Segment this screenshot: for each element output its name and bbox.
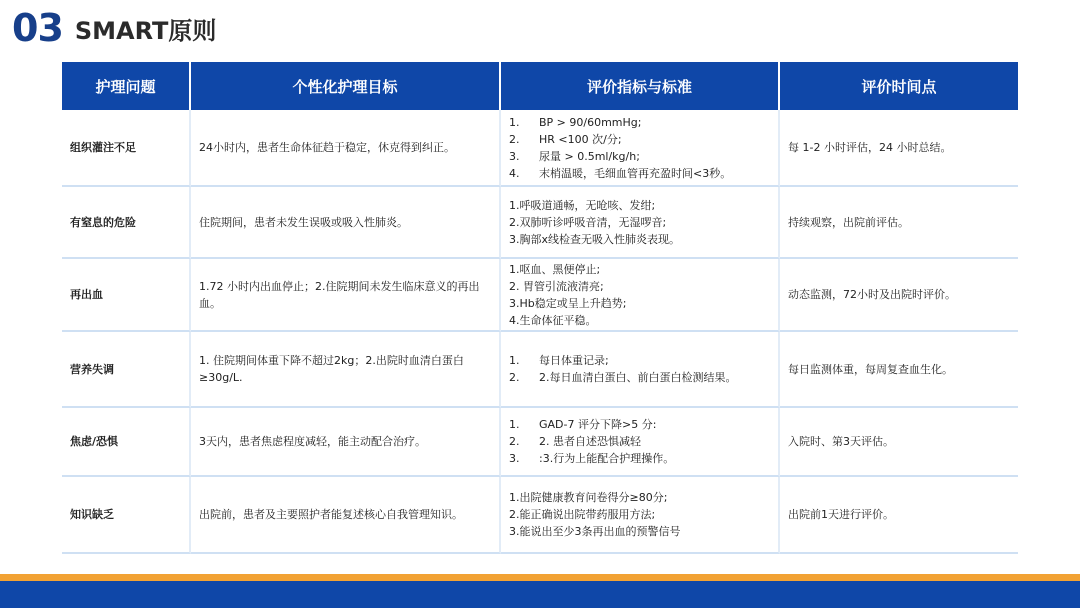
criteria-item-text: 1.呼吸道通畅，无呛咳、发绀; — [509, 198, 656, 212]
criteria-item — [509, 352, 768, 369]
slide-header — [12, 6, 216, 50]
time-cell: 入院时、第3天评估。 — [780, 408, 1018, 477]
criteria-item-number: 3. — [509, 452, 520, 465]
criteria-item — [509, 131, 768, 148]
problem-cell: 营养失调 — [62, 332, 191, 408]
criteria-item-text: 4.生命体征平稳。 — [509, 313, 597, 327]
criteria-item-number: 2. — [509, 371, 520, 384]
criteria-item-number: 2. — [509, 132, 520, 146]
criteria-cell — [501, 408, 780, 477]
criteria-item-number: 1. — [509, 354, 520, 367]
criteria-item-text: 尿量 > 0.5ml/kg/h; — [539, 149, 640, 163]
criteria-item-number: 1. — [509, 115, 520, 129]
criteria-item-number: 3. — [509, 149, 520, 163]
goal-cell: 出院前，患者及主要照护者能复述核心自我管理知识。 — [191, 477, 501, 554]
time-cell: 每 1-2 小时评估，24 小时总结。 — [780, 110, 1018, 187]
criteria-item-text: 3.胸部x线检查无吸入性肺炎表现。 — [509, 232, 681, 246]
criteria-cell — [501, 187, 780, 259]
criteria-item — [509, 114, 768, 131]
table-row — [62, 408, 1018, 477]
criteria-item-text: GAD-7 评分下降>5 分: — [539, 418, 657, 431]
goal-cell: 住院期间，患者未发生误吸或吸入性肺炎。 — [191, 187, 501, 259]
time-cell: 出院前1天进行评价。 — [780, 477, 1018, 554]
criteria-item — [509, 433, 768, 450]
table-row — [62, 110, 1018, 187]
table-body — [62, 110, 1018, 554]
column-header-time: 评价时间点 — [780, 62, 1018, 110]
criteria-item-text: 1.呕血、黑便停止; — [509, 262, 601, 276]
criteria-cell — [501, 259, 780, 332]
criteria-item-text: BP > 90/60mmHg; — [539, 115, 642, 129]
criteria-item-number: 1. — [509, 418, 520, 431]
criteria-item-text: 2. 患者自述恐惧减轻 — [539, 435, 641, 448]
criteria-item — [509, 369, 768, 386]
criteria-cell — [501, 110, 780, 187]
criteria-item-text: 3.能说出至少3条再出血的预警信号 — [509, 525, 681, 538]
criteria-cell — [501, 332, 780, 408]
table-row — [62, 187, 1018, 259]
criteria-item — [509, 148, 768, 165]
column-header-criteria: 评价指标与标准 — [501, 62, 780, 110]
time-cell: 动态监测，72小时及出院时评价。 — [780, 259, 1018, 332]
problem-cell: 有窒息的危险 — [62, 187, 191, 259]
criteria-item-text: 每日体重记录; — [539, 354, 609, 367]
criteria-item-text: 2.能正确说出院带药服用方法; — [509, 508, 656, 521]
criteria-item-text: HR <100 次/分; — [539, 132, 622, 146]
goal-cell: 1.72 小时内出血停止；2.住院期间未发生临床意义的再出血。 — [191, 259, 501, 332]
footer-bar — [0, 581, 1080, 608]
table-row — [62, 332, 1018, 408]
criteria-item-number: 2. — [509, 435, 520, 448]
problem-cell: 组织灌注不足 — [62, 110, 191, 187]
time-cell: 每日监测体重，每周复查血生化。 — [780, 332, 1018, 408]
problem-cell: 再出血 — [62, 259, 191, 332]
goal-cell: 3天内，患者焦虑程度减轻，能主动配合治疗。 — [191, 408, 501, 477]
criteria-item-text: 2.每日血清白蛋白、前白蛋白检测结果。 — [539, 371, 737, 384]
criteria-cell — [501, 477, 780, 554]
criteria-item-text: 1.出院健康教育问卷得分≥80分; — [509, 491, 668, 504]
section-number: 03 — [12, 6, 63, 50]
criteria-item — [509, 416, 768, 433]
criteria-item-text: 3.Hb稳定或呈上升趋势; — [509, 296, 627, 310]
column-header-goal: 个性化护理目标 — [191, 62, 501, 110]
footer-accent-stripe — [0, 574, 1080, 581]
slide-title: SMART原则 — [74, 16, 217, 45]
goal-cell: 1. 住院期间体重下降不超过2kg；2.出院时血清白蛋白≥30g/L. — [191, 332, 501, 408]
problem-cell: 知识缺乏 — [62, 477, 191, 554]
table-row — [62, 477, 1018, 554]
criteria-item-text: 2. 胃管引流液清亮; — [509, 279, 604, 293]
column-header-problem: 护理问题 — [62, 62, 191, 110]
time-cell: 持续观察，出院前评估。 — [780, 187, 1018, 259]
problem-cell: 焦虑/恐惧 — [62, 408, 191, 477]
criteria-item — [509, 165, 768, 182]
criteria-item — [509, 450, 768, 467]
goal-cell: 24小时内，患者生命体征趋于稳定，休克得到纠正。 — [191, 110, 501, 187]
criteria-item-text: 2.双肺听诊呼吸音清，无湿啰音; — [509, 215, 667, 229]
criteria-item-text: :3.行为上能配合护理操作。 — [539, 452, 675, 465]
criteria-item-text: 末梢温暖，毛细血管再充盈时间<3秒。 — [539, 166, 732, 180]
criteria-item-number: 4. — [509, 166, 520, 180]
table-header-row — [62, 62, 1018, 110]
smart-table — [62, 62, 1018, 554]
table-row — [62, 259, 1018, 332]
